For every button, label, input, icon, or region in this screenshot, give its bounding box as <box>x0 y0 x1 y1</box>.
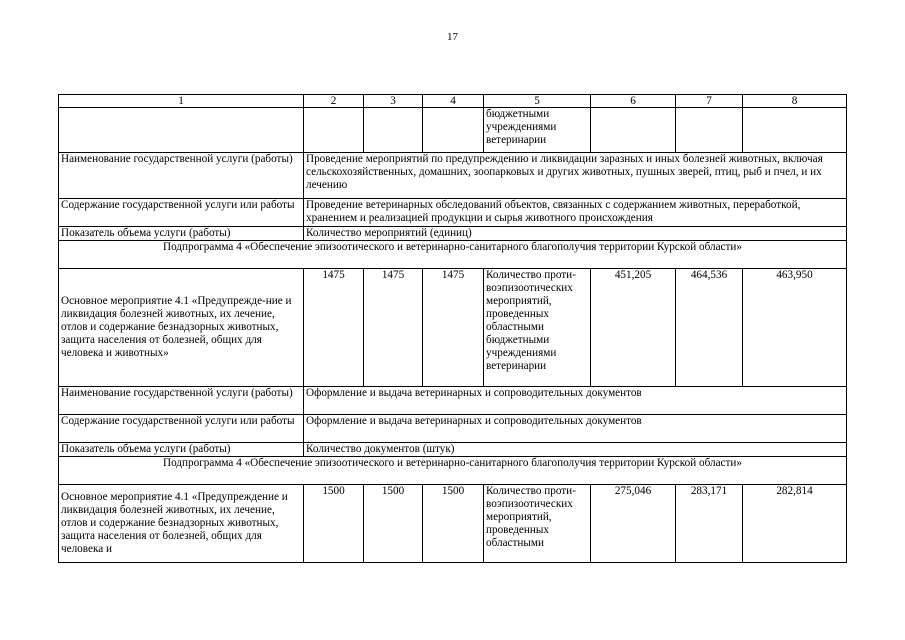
continuation-cell-2 <box>304 108 364 153</box>
service2-indicator-label: Показатель объема услуги (работы) <box>59 443 304 457</box>
service2-content-row <box>59 415 847 443</box>
header-cell-4: 4 <box>423 95 484 108</box>
header-cell-2: 2 <box>304 95 364 108</box>
service-content-value: Проведение ветеринарных обследований объектов, связанных с содержанием животных, переработкой, хранением и реализацией продукции и сырья животного происхождения <box>304 199 847 227</box>
service-name-row <box>59 153 847 199</box>
header-cell-7: 7 <box>676 95 743 108</box>
service-indicator-row <box>59 227 847 241</box>
measure-row <box>59 269 847 387</box>
service2-indicator-value: Количество документов (штук) <box>304 443 847 457</box>
measure2-value-col6: 275,046 <box>591 485 676 563</box>
header-cell-5: 5 <box>484 95 591 108</box>
continuation-cell-4 <box>423 108 484 153</box>
service-indicator-value: Количество мероприятий (единиц) <box>304 227 847 241</box>
page-number: 17 <box>447 31 458 43</box>
measure-name: Основное мероприятие 4.1 «Предупрежде-ние и ликвидация болезней животных, их лечение, отлов и содержание безнадзорных животных, защита населения от болезней, общих для человека и животных» <box>59 269 304 387</box>
measure2-row <box>59 485 847 563</box>
measure-value-col2: 1475 <box>304 269 364 387</box>
continuation-cell-7 <box>676 108 743 153</box>
subprogram2-row <box>59 457 847 485</box>
service2-content-label: Содержание государственной услуги или работы <box>59 415 304 443</box>
measure-value-col3: 1475 <box>364 269 423 387</box>
service-content-row <box>59 199 847 227</box>
measure-value-col6: 451,205 <box>591 269 676 387</box>
measure2-value-col3: 1500 <box>364 485 423 563</box>
continuation-row <box>59 108 847 153</box>
continuation-cell-5: бюджетными учреждениями ветеринарии <box>484 108 591 153</box>
header-cell-8: 8 <box>743 95 847 108</box>
measure-value-col8: 463,950 <box>743 269 847 387</box>
service-content-label: Содержание государственной услуги или работы <box>59 199 304 227</box>
measure2-value-col2: 1500 <box>304 485 364 563</box>
subprogram-title: Подпрограмма 4 «Обеспечение эпизоотического и ветеринарно-санитарного благополучия территории Курской области» <box>59 241 847 269</box>
measure2-value-col7: 283,171 <box>676 485 743 563</box>
measure2-value-col8: 282,814 <box>743 485 847 563</box>
service2-indicator-row <box>59 443 847 457</box>
continuation-cell-3 <box>364 108 423 153</box>
header-cell-3: 3 <box>364 95 423 108</box>
measure-value-col4: 1475 <box>423 269 484 387</box>
measure2-indicator: Количество проти-воэпизоотических мероприятий, проведенных областными <box>484 485 591 563</box>
header-cell-1: 1 <box>59 95 304 108</box>
measure2-value-col4: 1500 <box>423 485 484 563</box>
service-indicator-label: Показатель объема услуги (работы) <box>59 227 304 241</box>
service-name-label: Наименование государственной услуги (работы) <box>59 153 304 199</box>
service2-name-row <box>59 387 847 415</box>
subprogram2-title: Подпрограмма 4 «Обеспечение эпизоотического и ветеринарно-санитарного благополучия территории Курской области» <box>59 457 847 485</box>
measure-value-col7: 464,536 <box>676 269 743 387</box>
service2-content-value: Оформление и выдача ветеринарных и сопроводительных документов <box>304 415 847 443</box>
header-row <box>59 95 847 108</box>
service2-name-value: Оформление и выдача ветеринарных и сопроводительных документов <box>304 387 847 415</box>
header-cell-6: 6 <box>591 95 676 108</box>
subprogram-row <box>59 241 847 269</box>
document-table <box>58 94 847 563</box>
continuation-cell-8 <box>743 108 847 153</box>
service-name-value: Проведение мероприятий по предупреждению и ликвидации заразных и иных болезней животных, включая сельскохозяйственных, домашних, зоопарковых и других животных, пушных зверей, птиц, рыб и пчел, и их лечению <box>304 153 847 199</box>
continuation-cell-1 <box>59 108 304 153</box>
measure-indicator: Количество проти-воэпизоотических мероприятий, проведенных областными бюджетными учреждениями ветеринарии <box>484 269 591 387</box>
continuation-cell-6 <box>591 108 676 153</box>
service2-name-label: Наименование государственной услуги (работы) <box>59 387 304 415</box>
measure2-name: Основное мероприятие 4.1 «Предупреждение и ликвидация болезней животных, их лечение, отлов и содержание безнадзорных животных, защита населения от болезней, общих для человека и <box>59 485 304 563</box>
